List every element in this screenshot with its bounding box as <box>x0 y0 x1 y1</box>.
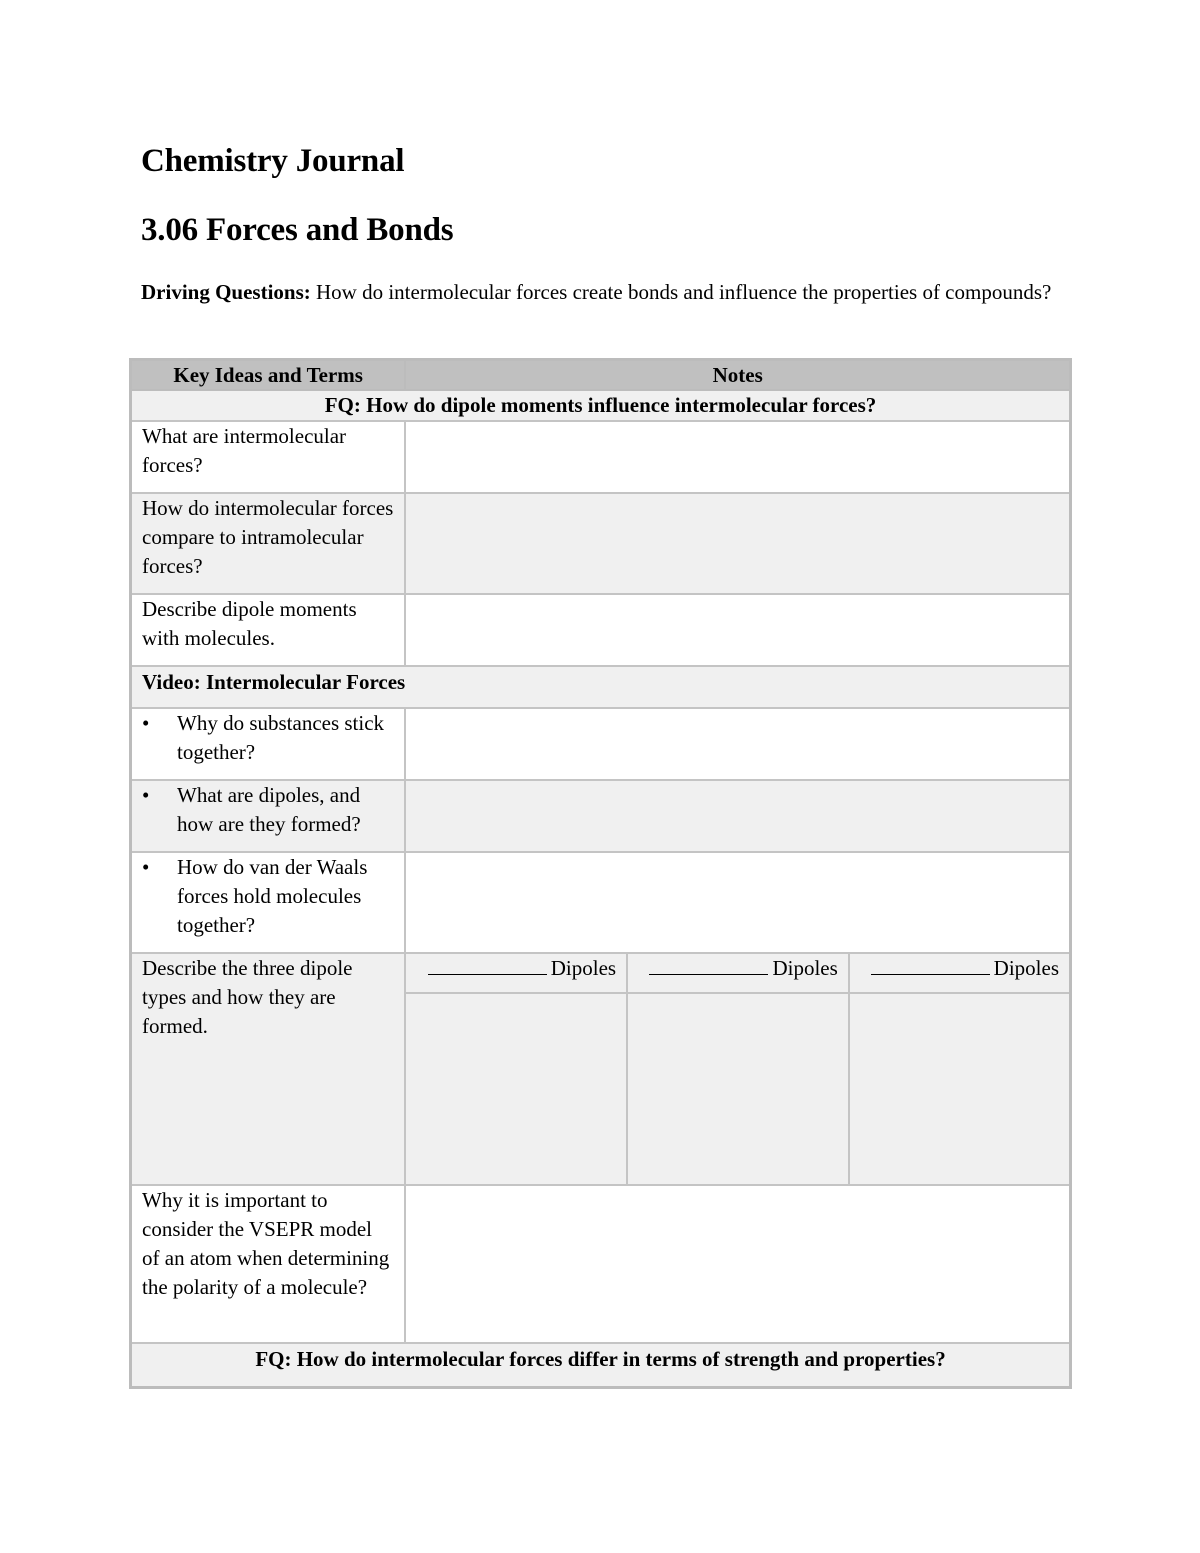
dipole-notes-cell[interactable] <box>849 993 1071 1185</box>
key-idea-cell: Describe dipole moments with molecules. <box>131 594 406 666</box>
bullet-icon: • <box>142 711 150 735</box>
table-row <box>131 1185 1071 1343</box>
dipole-notes-cell[interactable] <box>627 993 849 1185</box>
key-idea-cell <box>131 780 406 852</box>
notes-table <box>129 358 1072 1389</box>
header-notes: Notes <box>405 360 1070 391</box>
fill-in-blank[interactable] <box>428 954 547 975</box>
header-key-ideas: Key Ideas and Terms <box>131 360 406 391</box>
bullet-text: Why do substances stick together? <box>177 711 385 764</box>
document-title: Chemistry Journal <box>141 143 405 179</box>
notes-cell[interactable] <box>405 594 1070 666</box>
table-row <box>131 493 1071 594</box>
driving-questions <box>141 278 1061 306</box>
dipole-header-row <box>131 953 1071 993</box>
driving-questions-text: How do intermolecular forces create bonds and influence the properties of compounds? <box>310 280 1052 304</box>
notes-cell[interactable] <box>405 421 1070 493</box>
focus-question-1: FQ: How do dipole moments influence intermolecular forces? <box>131 390 1071 421</box>
notes-cell[interactable] <box>405 493 1070 594</box>
driving-questions-label: Driving Questions: <box>141 280 311 304</box>
fill-in-blank[interactable] <box>649 954 768 975</box>
dipole-label: Dipoles <box>550 956 617 980</box>
notes-cell[interactable] <box>405 1185 1070 1343</box>
notes-cell[interactable] <box>405 708 1070 780</box>
table-row <box>131 708 1071 780</box>
dipole-type-3[interactable] <box>849 953 1071 993</box>
bullet-text: How do van der Waals forces hold molecules together? <box>177 855 368 937</box>
key-idea-cell: Describe the three dipole types and how they are formed. <box>131 953 406 1185</box>
key-idea-cell <box>131 708 406 780</box>
focus-question-row <box>131 1343 1071 1388</box>
focus-question-2: FQ: How do intermolecular forces differ in terms of strength and properties? <box>131 1343 1071 1388</box>
dipole-type-2[interactable] <box>627 953 849 993</box>
table-row <box>131 594 1071 666</box>
table-row <box>131 421 1071 493</box>
dipole-notes-cell[interactable] <box>405 993 627 1185</box>
video-row <box>131 666 1071 708</box>
lesson-title: 3.06 Forces and Bonds <box>141 212 454 248</box>
key-idea-cell: What are intermolecular forces? <box>131 421 406 493</box>
bullet-icon: • <box>142 855 150 879</box>
key-idea-cell <box>131 852 406 953</box>
key-idea-cell: How do intermolecular forces compare to intramolecular forces? <box>131 493 406 594</box>
bullet-icon: • <box>142 783 150 807</box>
fill-in-blank[interactable] <box>871 954 990 975</box>
dipole-type-1[interactable] <box>405 953 627 993</box>
dipole-label: Dipoles <box>772 956 838 980</box>
bullet-text: What are dipoles, and how are they formed? <box>177 783 361 836</box>
table-row <box>131 780 1071 852</box>
focus-question-row <box>131 390 1071 421</box>
table-row <box>131 852 1071 953</box>
notes-cell[interactable] <box>405 780 1070 852</box>
key-idea-cell: Why it is important to consider the VSEPR model of an atom when determining the polarity of a molecule? <box>131 1185 406 1343</box>
notes-cell[interactable] <box>405 852 1070 953</box>
video-title: Video: Intermolecular Forces <box>131 666 1071 708</box>
table-header-row <box>131 360 1071 391</box>
dipole-label: Dipoles <box>993 956 1059 980</box>
